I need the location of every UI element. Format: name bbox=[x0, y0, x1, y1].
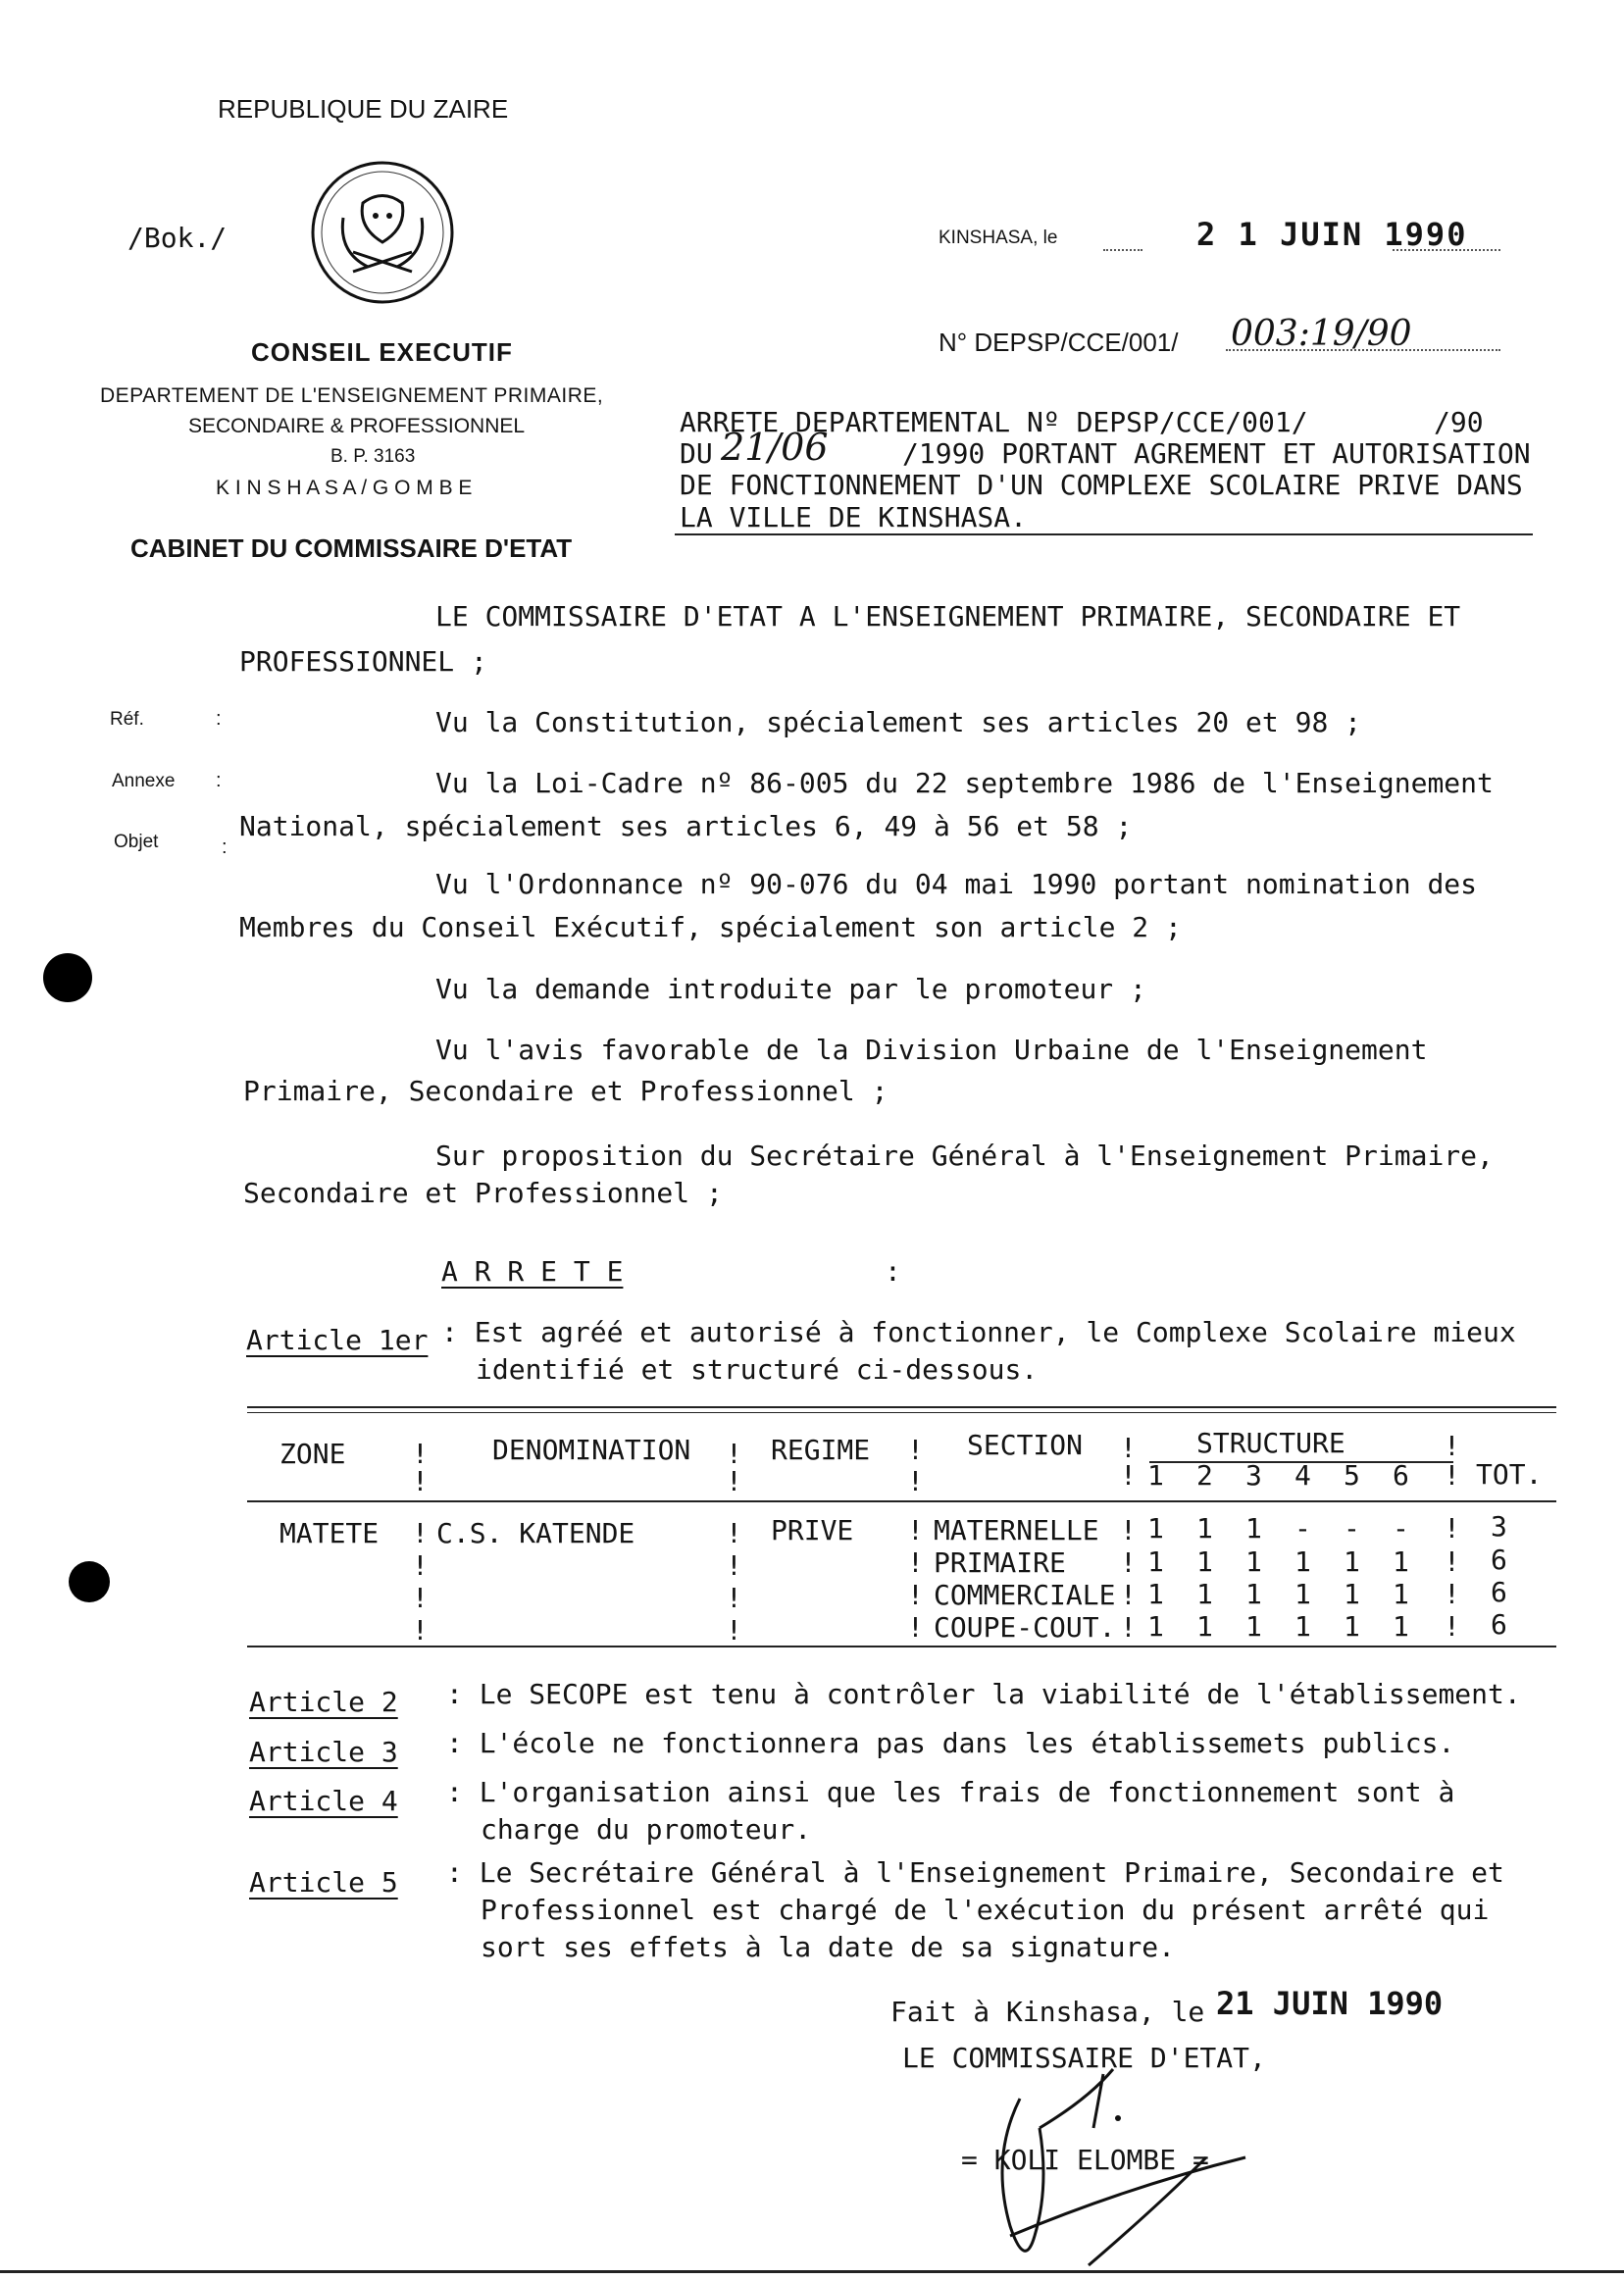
visa-loi-cadre-2: National, spécialement ses articles 6, 49 à 56 et 58 ; bbox=[239, 810, 1133, 842]
closing-place: Fait à Kinshasa, le bbox=[890, 1996, 1205, 2028]
body-sep: ! bbox=[1120, 1514, 1137, 1546]
cell-year: 1 bbox=[1245, 1545, 1262, 1578]
header-regime: REGIME bbox=[771, 1434, 871, 1466]
council-title: CONSEIL EXECUTIF bbox=[251, 337, 513, 367]
header-section: SECTION bbox=[967, 1429, 1084, 1461]
proposition-2: Secondaire et Professionnel ; bbox=[243, 1177, 723, 1209]
body-sep: ! bbox=[726, 1614, 742, 1647]
header-sep: ! bbox=[726, 1438, 742, 1470]
punch-hole-top bbox=[43, 953, 92, 1002]
proposition-1: Sur proposition du Secrétaire Général à l'Enseignement Primaire, bbox=[435, 1140, 1494, 1172]
body-sep: ! bbox=[412, 1517, 429, 1549]
closing-date-stamp: 21 JUIN 1990 bbox=[1216, 1985, 1444, 2022]
number-dotted-line bbox=[1226, 349, 1500, 351]
location-line: K I N S H A S A / G O M B E bbox=[216, 477, 473, 499]
body-sep: ! bbox=[1120, 1579, 1137, 1611]
cell-year: - bbox=[1393, 1512, 1409, 1545]
article-5-label: Article 5 bbox=[249, 1866, 398, 1899]
body-sep: ! bbox=[907, 1514, 924, 1546]
body-sep: ! bbox=[1120, 1611, 1137, 1644]
number-label: N° DEPSP/CCE/001/ bbox=[939, 328, 1179, 357]
cell-year: 1 bbox=[1393, 1578, 1409, 1610]
cell-year: 1 bbox=[1344, 1578, 1360, 1610]
header-year-1: 1 bbox=[1147, 1459, 1164, 1492]
body-sep: ! bbox=[726, 1517, 742, 1549]
table-top-rule bbox=[247, 1406, 1556, 1408]
body-sep: ! bbox=[907, 1611, 924, 1644]
signature bbox=[981, 2040, 1294, 2275]
cabinet-title: CABINET DU COMMISSAIRE D'ETAT bbox=[130, 533, 573, 563]
body-sep: ! bbox=[1120, 1546, 1137, 1579]
header-sep: ! bbox=[412, 1438, 429, 1470]
signatory-name: = KOLI ELOMBE = bbox=[961, 2144, 1209, 2176]
margin-ref-colon: : bbox=[216, 708, 222, 730]
cell-section: MATERNELLE bbox=[934, 1514, 1099, 1546]
cell-year: 1 bbox=[1147, 1512, 1164, 1545]
cell-year: 1 bbox=[1393, 1610, 1409, 1643]
article-1-text-2: identifié et structuré ci-dessous. bbox=[476, 1353, 1039, 1386]
cell-year: 1 bbox=[1393, 1545, 1409, 1578]
preamble-line-1: LE COMMISSAIRE D'ETAT A L'ENSEIGNEMENT PRIMAIRE, SECONDAIRE ET bbox=[435, 600, 1461, 633]
header-zone: ZONE bbox=[279, 1438, 346, 1470]
place-label: KINSHASA, le bbox=[939, 228, 1058, 248]
margin-objet-colon: : bbox=[222, 836, 228, 858]
cell-year: 1 bbox=[1196, 1578, 1213, 1610]
header-denomination: DENOMINATION bbox=[492, 1434, 691, 1466]
cell-year: 1 bbox=[1147, 1610, 1164, 1643]
national-seal-icon bbox=[309, 159, 456, 306]
po-box: B. P. 3163 bbox=[330, 446, 416, 467]
article-1-label: Article 1er bbox=[246, 1324, 429, 1356]
preamble-line-2: PROFESSIONNEL ; bbox=[239, 645, 487, 678]
article-3-label: Article 3 bbox=[249, 1736, 398, 1768]
cell-section: COMMERCIALE bbox=[934, 1579, 1116, 1611]
cell-total: 6 bbox=[1491, 1608, 1507, 1641]
article-4-text-1: : L'organisation ainsi que les frais de fonctionnement sont à bbox=[446, 1776, 1455, 1808]
body-sep: ! bbox=[1444, 1610, 1460, 1643]
article-2-text: : Le SECOPE est tenu à contrôler la viabilité de l'établissement. bbox=[446, 1678, 1521, 1710]
article-3-text: : L'école ne fonctionnera pas dans les établissemets publics. bbox=[446, 1727, 1455, 1759]
department-line-2: SECONDAIRE & PROFESSIONNEL bbox=[188, 415, 526, 437]
cell-year: 1 bbox=[1294, 1578, 1311, 1610]
body-sep: ! bbox=[412, 1549, 429, 1582]
article-2-label: Article 2 bbox=[249, 1686, 398, 1718]
header-year-6: 6 bbox=[1393, 1459, 1409, 1492]
signatory-role: LE COMMISSAIRE D'ETAT, bbox=[902, 2042, 1266, 2074]
department-line-1: DEPARTEMENT DE L'ENSEIGNEMENT PRIMAIRE, bbox=[100, 384, 604, 407]
article-1-text-1: : Est agréé et autorisé à fonctionner, le Complexe Scolaire mieux bbox=[441, 1316, 1516, 1348]
cell-denomination: C.S. KATENDE bbox=[436, 1517, 635, 1549]
header-sep: ! bbox=[1444, 1430, 1460, 1462]
cell-year: 1 bbox=[1245, 1512, 1262, 1545]
article-4-label: Article 4 bbox=[249, 1785, 398, 1817]
cell-year: 1 bbox=[1344, 1610, 1360, 1643]
header-year-3: 3 bbox=[1245, 1459, 1262, 1492]
title-line-4: LA VILLE DE KINSHASA. bbox=[680, 501, 1028, 533]
header-sep: ! bbox=[1120, 1459, 1137, 1492]
title-line-3: DE FONCTIONNEMENT D'UN COMPLEXE SCOLAIRE PRIVE DANS bbox=[680, 469, 1523, 501]
table-top-rule-2 bbox=[247, 1412, 1556, 1413]
visa-loi-cadre-1: Vu la Loi-Cadre nº 86-005 du 22 septembre 1986 de l'Enseignement bbox=[435, 767, 1494, 799]
title-handwritten-date: 21/06 bbox=[721, 426, 829, 469]
header-sep: ! bbox=[1120, 1432, 1137, 1464]
title-line-1-suffix: /90 bbox=[1434, 406, 1484, 438]
cell-year: 1 bbox=[1245, 1610, 1262, 1643]
cell-year: 1 bbox=[1147, 1545, 1164, 1578]
article-5-text-3: sort ses effets à la date de sa signature. bbox=[481, 1931, 1176, 1963]
punch-hole-bottom bbox=[69, 1561, 110, 1602]
body-sep: ! bbox=[412, 1614, 429, 1647]
article-5-text-1: : Le Secrétaire Général à l'Enseignement Primaire, Secondaire et bbox=[446, 1856, 1504, 1889]
body-sep: ! bbox=[1444, 1512, 1460, 1545]
cell-year: 1 bbox=[1245, 1578, 1262, 1610]
page-bottom-edge bbox=[0, 2270, 1624, 2273]
title-underline bbox=[675, 533, 1533, 535]
article-4-text-2: charge du promoteur. bbox=[481, 1813, 812, 1846]
visa-avis-2: Primaire, Secondaire et Professionnel ; bbox=[243, 1075, 888, 1107]
arrete-heading: A R R E T E bbox=[441, 1255, 624, 1288]
body-sep: ! bbox=[726, 1549, 742, 1582]
date-stamp: 2 1 JUIN 1990 bbox=[1196, 216, 1468, 253]
margin-annexe-label: Annexe bbox=[112, 771, 176, 791]
visa-avis-1: Vu l'avis favorable de la Division Urbaine de l'Enseignement bbox=[435, 1034, 1428, 1066]
cell-total: 6 bbox=[1491, 1576, 1507, 1608]
table-header-rule bbox=[247, 1500, 1556, 1502]
header-year-5: 5 bbox=[1344, 1459, 1360, 1492]
margin-objet-label: Objet bbox=[114, 832, 159, 852]
body-sep: ! bbox=[412, 1582, 429, 1614]
cell-year: 1 bbox=[1196, 1545, 1213, 1578]
cell-zone: MATETE bbox=[279, 1517, 380, 1549]
header-total: TOT. bbox=[1476, 1458, 1543, 1491]
header-year-4: 4 bbox=[1294, 1459, 1311, 1492]
table-bottom-rule bbox=[247, 1646, 1556, 1647]
visa-ordonnance-1: Vu l'Ordonnance nº 90-076 du 04 mai 1990 portant nomination des bbox=[435, 868, 1478, 900]
arrete-colon: : bbox=[885, 1255, 901, 1288]
body-sep: ! bbox=[1444, 1578, 1460, 1610]
header-structure: STRUCTURE bbox=[1196, 1427, 1345, 1459]
cell-year: 1 bbox=[1147, 1578, 1164, 1610]
header-sep: ! bbox=[726, 1465, 742, 1497]
title-line-2: /1990 PORTANT AGREMENT ET AUTORISATION bbox=[902, 437, 1531, 470]
visa-demande: Vu la demande introduite par le promoteur ; bbox=[435, 973, 1146, 1005]
header-sep: ! bbox=[907, 1465, 924, 1497]
cell-section: COUPE-COUT. bbox=[934, 1611, 1116, 1644]
cell-year: 1 bbox=[1294, 1610, 1311, 1643]
body-sep: ! bbox=[726, 1582, 742, 1614]
title-line-1: ARRETE DEPARTEMENTAL Nº DEPSP/CCE/001/ bbox=[680, 406, 1308, 438]
cell-year: 1 bbox=[1344, 1545, 1360, 1578]
title-line-2-prefix: DU bbox=[680, 437, 713, 470]
cell-year: 1 bbox=[1294, 1545, 1311, 1578]
visa-ordonnance-2: Membres du Conseil Exécutif, spécialement son article 2 ; bbox=[239, 911, 1182, 943]
reference-code: /Bok./ bbox=[127, 222, 228, 254]
visa-constitution: Vu la Constitution, spécialement ses articles 20 et 98 ; bbox=[435, 706, 1362, 738]
cell-total: 6 bbox=[1491, 1544, 1507, 1576]
article-5-text-2: Professionnel est chargé de l'exécution du présent arrêté qui bbox=[481, 1894, 1490, 1926]
cell-year: 1 bbox=[1196, 1610, 1213, 1643]
cell-total: 3 bbox=[1491, 1510, 1507, 1543]
header-sep: ! bbox=[907, 1434, 924, 1466]
republic-title: REPUBLIQUE DU ZAIRE bbox=[218, 94, 509, 124]
cell-regime: PRIVE bbox=[771, 1514, 854, 1546]
cell-year: 1 bbox=[1196, 1512, 1213, 1545]
body-sep: ! bbox=[907, 1579, 924, 1611]
header-sep: ! bbox=[412, 1465, 429, 1497]
cell-year: - bbox=[1294, 1512, 1311, 1545]
header-sep: ! bbox=[1444, 1459, 1460, 1492]
body-sep: ! bbox=[907, 1546, 924, 1579]
body-sep: ! bbox=[1444, 1545, 1460, 1578]
cell-year: - bbox=[1344, 1512, 1360, 1545]
date-dotted-line bbox=[1103, 249, 1142, 251]
cell-section: PRIMAIRE bbox=[934, 1546, 1066, 1579]
handwritten-number: 003:19/90 bbox=[1231, 314, 1412, 354]
header-year-2: 2 bbox=[1196, 1459, 1213, 1492]
margin-ref-label: Réf. bbox=[110, 709, 144, 730]
margin-annexe-colon: : bbox=[216, 770, 222, 791]
